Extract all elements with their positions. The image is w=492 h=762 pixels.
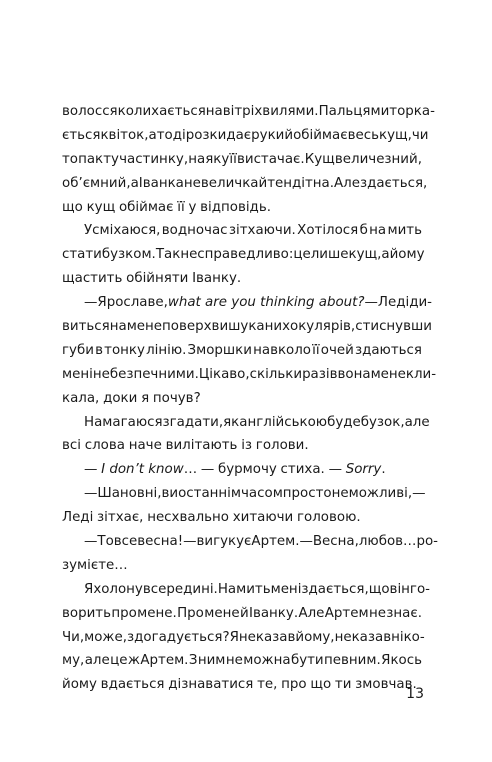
word: стиха.	[280, 462, 325, 478]
word: мене	[126, 319, 163, 335]
text-line	[62, 434, 422, 458]
word: часом	[241, 486, 283, 502]
word: мене	[370, 366, 406, 382]
word: .	[381, 462, 386, 478]
word: вилітають	[165, 438, 238, 454]
word: ніко-	[391, 629, 425, 645]
word: на	[205, 104, 223, 119]
word: ви	[161, 486, 179, 502]
italic-word: Sorry	[345, 462, 382, 478]
word: Пальцями	[318, 104, 390, 119]
word: мені	[62, 366, 93, 382]
word: здаються	[354, 342, 422, 358]
word: англійською	[239, 414, 328, 430]
word: З	[188, 653, 198, 669]
word: Усміхаюся,	[84, 223, 161, 239]
word: обійняти	[126, 271, 189, 287]
word: обіймає	[118, 199, 174, 215]
word: я	[141, 390, 150, 406]
word: любов…	[358, 534, 417, 550]
word: —	[84, 534, 98, 550]
word: головою.	[297, 510, 361, 526]
word: розкидає	[185, 127, 252, 143]
word: Артем.	[251, 534, 300, 550]
word: й	[258, 175, 268, 191]
word: як	[223, 414, 240, 430]
text-line	[62, 363, 437, 387]
word: зумієте…	[62, 557, 128, 573]
word: —	[412, 486, 426, 502]
paragraph	[62, 100, 435, 219]
word: квіток,	[100, 127, 149, 143]
word: змовчав.	[355, 677, 417, 693]
word: це	[293, 247, 311, 263]
text-line	[62, 291, 433, 315]
word: тоді	[156, 127, 186, 143]
word: можна	[243, 653, 291, 669]
word: стати	[62, 247, 102, 263]
word: тендітна.	[267, 175, 334, 191]
word: губи	[62, 342, 94, 358]
word: Зморшки	[187, 342, 252, 358]
word: кала,	[62, 390, 100, 406]
text-line	[62, 578, 430, 602]
word: все	[113, 534, 138, 550]
word: —	[183, 534, 197, 550]
paragraph	[62, 458, 422, 482]
word: Про	[177, 605, 204, 621]
word: чи	[411, 127, 429, 143]
word: що	[310, 677, 332, 693]
text-line	[62, 148, 422, 172]
word: —	[200, 462, 215, 478]
word: мене.	[137, 605, 177, 621]
word: бурмочу	[217, 462, 277, 478]
paragraph	[62, 291, 437, 410]
word: певним.	[324, 653, 381, 669]
word: на	[369, 223, 387, 239]
word: а	[381, 247, 390, 263]
word: …	[183, 462, 198, 478]
word: Хотілося	[297, 223, 359, 239]
italic-word: I don’t know	[101, 462, 184, 478]
word: йому	[62, 677, 97, 693]
word: пак	[78, 151, 104, 167]
word: несправедливо:	[180, 247, 294, 263]
text-line	[62, 602, 422, 626]
word: весь	[347, 127, 379, 143]
word: бузком.	[101, 247, 156, 263]
word: ти	[334, 677, 352, 693]
word: Шановні,	[97, 486, 162, 502]
word: разів	[302, 366, 338, 382]
word: ту	[103, 151, 119, 167]
paragraph	[62, 219, 425, 291]
word: мить	[236, 581, 271, 597]
word: Іванку.	[249, 605, 299, 621]
word: казав	[351, 629, 392, 645]
word: вона	[337, 366, 371, 382]
word: в	[95, 342, 103, 358]
text-line	[62, 554, 422, 578]
word: ворить	[62, 605, 111, 621]
italic-word: what are you thinking about?	[167, 295, 365, 311]
word: про	[111, 605, 137, 621]
word: неможливі,	[331, 486, 413, 502]
text-line	[62, 673, 422, 697]
word: навколо	[253, 342, 311, 358]
word: Так	[155, 247, 181, 263]
word: ж	[127, 653, 140, 669]
text-line	[62, 315, 432, 339]
word: очей	[320, 342, 354, 358]
text-line	[62, 267, 422, 291]
word: об’ємний,	[62, 175, 131, 191]
word: мені	[270, 581, 302, 597]
word: здається,	[359, 175, 428, 191]
word: на	[188, 151, 206, 167]
word: про	[281, 677, 307, 693]
word: те,	[257, 677, 278, 693]
word: Кущ	[304, 151, 335, 167]
text-line	[62, 482, 426, 506]
word: ним	[197, 653, 226, 669]
word: волосся	[62, 104, 118, 119]
word: хитаючи	[232, 510, 294, 526]
text-line	[62, 339, 422, 363]
word: це	[110, 653, 128, 669]
word: несхвально	[147, 510, 229, 526]
word: Але	[334, 175, 360, 191]
word: скільки	[249, 366, 303, 382]
word: —	[364, 295, 378, 311]
word: Чи,	[62, 629, 85, 645]
word: але	[84, 653, 110, 669]
word: му,	[62, 653, 85, 669]
text-line	[62, 506, 422, 530]
text-line	[62, 219, 422, 243]
word: мить	[387, 223, 422, 239]
word: що	[368, 581, 390, 597]
paragraph	[62, 530, 438, 578]
word: із	[241, 438, 253, 454]
text-line	[62, 626, 425, 650]
word: кущ	[86, 199, 116, 215]
word: вдається	[100, 677, 165, 693]
word: він	[389, 581, 410, 597]
word: не	[334, 629, 352, 645]
word: Артем	[324, 605, 369, 621]
word: го-	[409, 581, 430, 597]
word: частинку,	[119, 151, 189, 167]
paragraph	[62, 578, 430, 697]
word: лінію.	[146, 342, 187, 358]
word: вигукує	[196, 534, 252, 550]
word: Леді	[62, 510, 94, 526]
word: водночас	[161, 223, 228, 239]
word: То	[97, 534, 114, 550]
text-line	[62, 243, 425, 267]
word: на	[109, 319, 127, 335]
word: згадати,	[162, 414, 224, 430]
word: її	[229, 151, 237, 167]
word: йому,	[295, 629, 335, 645]
word: Весна,	[312, 534, 359, 550]
word: й	[284, 127, 294, 143]
word: наче	[128, 438, 162, 454]
text-line	[62, 124, 429, 148]
word: не	[225, 653, 243, 669]
word: весна!	[137, 534, 184, 550]
word: просто	[282, 486, 332, 502]
word: руки	[251, 127, 285, 143]
word: Леді	[377, 295, 410, 311]
word: вітрі	[222, 104, 255, 119]
word: може,	[84, 629, 127, 645]
word: —	[84, 462, 98, 478]
word: Я	[84, 581, 94, 597]
word: зітхаючи.	[228, 223, 296, 239]
word: хвилями.	[254, 104, 319, 119]
word: останнім	[178, 486, 242, 502]
text-line	[62, 458, 422, 482]
word: окулярів,	[290, 319, 356, 335]
body-text	[62, 100, 438, 697]
word: її	[177, 199, 185, 215]
word: не	[368, 605, 386, 621]
text-line	[62, 387, 422, 411]
word: кущ,	[348, 247, 382, 263]
word: відповідь.	[200, 199, 271, 215]
word: Якось	[381, 653, 422, 669]
word: Іванку.	[192, 271, 242, 287]
word: Артем.	[140, 653, 189, 669]
word: а	[130, 175, 139, 191]
text-line	[62, 530, 438, 554]
word: —	[84, 295, 98, 311]
word: здається,	[301, 581, 369, 597]
word: Я	[229, 629, 239, 645]
word: й	[239, 605, 249, 621]
word: то	[62, 151, 78, 167]
word: яку	[205, 151, 230, 167]
word: б	[359, 223, 368, 239]
word: обіймає	[293, 127, 348, 143]
word: не	[238, 629, 256, 645]
word: ди-	[409, 295, 433, 311]
word: небезпечними.	[92, 366, 199, 382]
word: стиснувши	[355, 319, 432, 335]
paragraph	[62, 411, 430, 459]
word: у	[188, 199, 197, 215]
word: Цікаво,	[198, 366, 250, 382]
word: лише	[310, 247, 349, 263]
word: тонку	[104, 342, 145, 358]
word: вистачає.	[236, 151, 305, 167]
word: зітхає,	[97, 510, 144, 526]
word: а	[148, 127, 157, 143]
word: казав	[255, 629, 296, 645]
word: слова	[84, 438, 125, 454]
text-line	[62, 411, 430, 435]
word: кли-	[405, 366, 437, 382]
word: почув?	[152, 390, 201, 406]
word: торка-	[389, 104, 435, 119]
word: щастить	[62, 271, 123, 287]
word: ється	[62, 127, 101, 143]
word: поверх	[162, 319, 212, 335]
word: доки	[103, 390, 138, 406]
word: бузок,	[360, 414, 405, 430]
word: невеличка	[183, 175, 259, 191]
word: величезний,	[334, 151, 422, 167]
text-line	[62, 649, 422, 673]
word: —	[299, 534, 313, 550]
word: кущ,	[378, 127, 412, 143]
word: холону	[93, 581, 143, 597]
word: дізнаватися	[168, 677, 254, 693]
word: голови.	[255, 438, 309, 454]
word: колихається	[117, 104, 206, 119]
word: але	[404, 414, 430, 430]
word: На	[217, 581, 237, 597]
paragraph	[62, 482, 426, 530]
word: Намагаюся	[84, 414, 163, 430]
word: здогадується?	[127, 629, 230, 645]
word: всередині.	[142, 581, 218, 597]
word: —	[84, 486, 98, 502]
text-line	[62, 100, 435, 124]
word: ро-	[416, 534, 438, 550]
word: бути	[290, 653, 324, 669]
word: мене	[204, 605, 240, 621]
word: Іванка	[138, 175, 184, 191]
word: виться	[62, 319, 110, 335]
text-line	[62, 196, 422, 220]
word: її	[312, 342, 320, 358]
word: всі	[62, 438, 81, 454]
word: йому	[389, 247, 425, 263]
word: буде	[327, 414, 361, 430]
word: вишуканих	[211, 319, 290, 335]
word: знає.	[386, 605, 422, 621]
word: —	[328, 462, 342, 478]
text-line	[62, 172, 428, 196]
word: Але	[298, 605, 325, 621]
word: Ярославе,	[97, 295, 168, 311]
page-number: 13	[406, 686, 424, 702]
word: що	[62, 199, 83, 215]
